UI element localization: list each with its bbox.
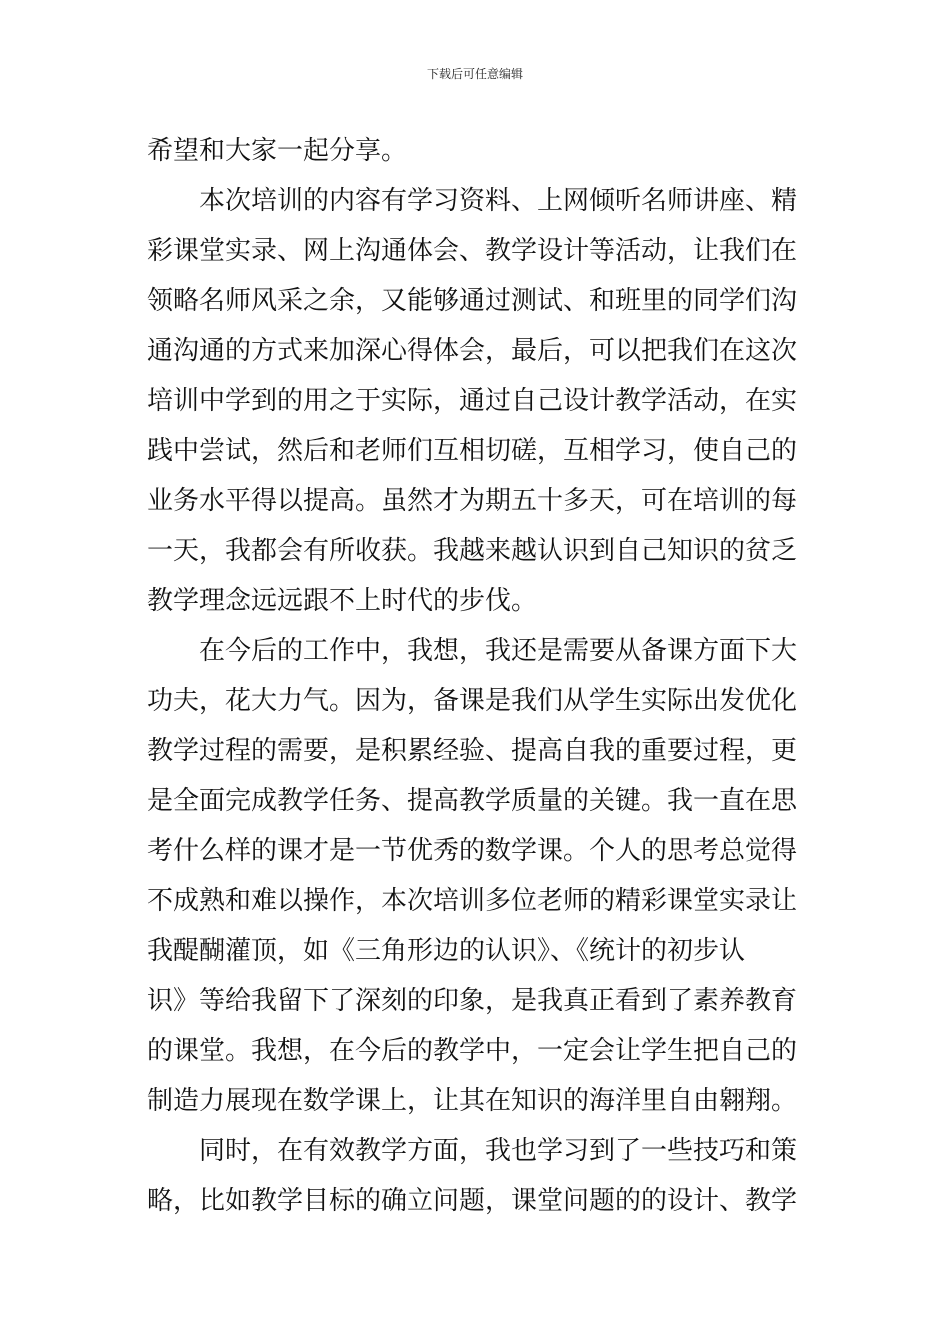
text-line: 教学理念远远跟不上时代的步伐。 (147, 586, 538, 616)
text-line: 略，比如教学目标的确立问题，课堂问题的的设计、教学 (147, 1186, 798, 1216)
text-line: 践中尝试，然后和老师们互相切磋，互相学习，使自己的 (147, 436, 798, 466)
text-line: 不成熟和难以操作，本次培训多位老师的精彩课堂实录让 (147, 886, 798, 916)
text-line: 教学过程的需要，是积累经验、提高自我的重要过程，更 (147, 736, 798, 766)
text-line: 彩课堂实录、网上沟通体会、教学设计等活动，让我们在 (147, 236, 798, 266)
text-line: 在今后的工作中，我想，我还是需要从备课方面下大 (199, 636, 798, 666)
text-line: 一天，我都会有所收获。我越来越认识到自己知识的贫乏 (147, 536, 798, 566)
text-line: 本次培训的内容有学习资料、上网倾听名师讲座、精 (199, 186, 798, 216)
text-line: 考什么样的课才是一节优秀的数学课。个人的思考总觉得 (147, 836, 798, 866)
text-line: 业务水平得以提高。虽然才为期五十多天，可在培训的每 (147, 486, 798, 516)
text-line: 通沟通的方式来加深心得体会，最后，可以把我们在这次 (147, 336, 798, 366)
text-line: 制造力展现在数学课上，让其在知识的海洋里自由翱翔。 (147, 1086, 798, 1116)
text-line: 培训中学到的用之于实际，通过自己设计教学活动，在实 (147, 386, 798, 416)
text-line: 同时，在有效教学方面，我也学习到了一些技巧和策 (199, 1136, 798, 1166)
text-line: 的课堂。我想，在今后的教学中，一定会让学生把自己的 (147, 1036, 798, 1066)
text-line: 功夫，花大力气。因为，备课是我们从学生实际出发优化 (147, 686, 798, 716)
text-line: 是全面完成教学任务、提高教学质量的关键。我一直在思 (147, 786, 798, 816)
page-header-note: 下载后可任意编辑 (426, 67, 523, 81)
text-line: 领略名师风采之余，又能够通过测试、和班里的同学们沟 (147, 286, 798, 316)
document-body (147, 126, 807, 1226)
text-line: 我醍醐灌顶，如《三角形边的认识》、《统计的初步认 (147, 936, 746, 966)
text-line: 希望和大家一起分享。 (147, 136, 408, 166)
text-line: 识》等给我留下了深刻的印象，是我真正看到了素养教育 (147, 986, 798, 1016)
